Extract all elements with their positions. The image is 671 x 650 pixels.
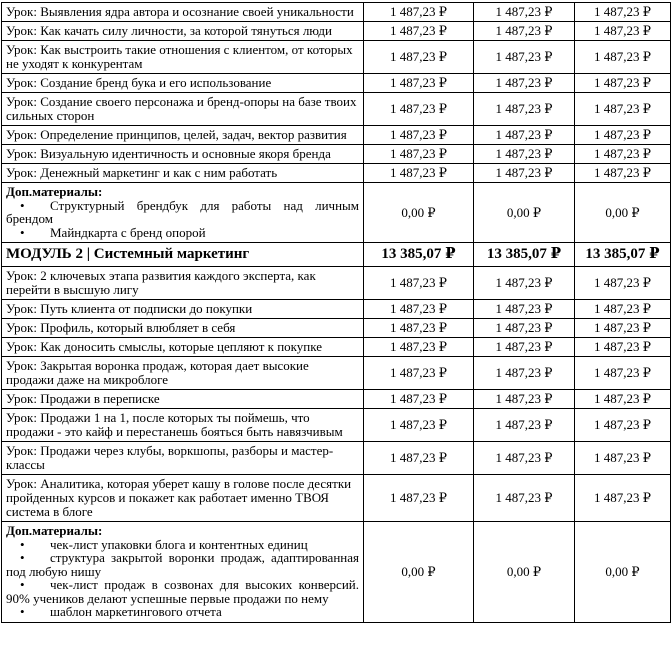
price-cell: 1 487,23 ₽: [364, 475, 474, 522]
price-cell: 1 487,23 ₽: [474, 390, 575, 409]
lesson-cell: [2, 93, 364, 126]
bullet-icon: •: [20, 224, 25, 240]
lesson-cell: [2, 357, 364, 390]
price-cell: 1 487,23 ₽: [364, 338, 474, 357]
lesson-cell: [2, 390, 364, 409]
table-row: [2, 442, 671, 475]
lesson-cell: [2, 74, 364, 93]
price-cell: 1 487,23 ₽: [575, 145, 671, 164]
price-cell: 1 487,23 ₽: [364, 126, 474, 145]
price-cell: 0,00 ₽: [575, 522, 671, 623]
price-cell: 1 487,23 ₽: [575, 338, 671, 357]
table-row: [2, 300, 671, 319]
lesson-label: Урок: Как выстроить такие отношения с клиентом, от которых не уходят к конкурентам: [6, 42, 353, 71]
table-row-materials: [2, 522, 671, 623]
price-cell: 1 487,23 ₽: [474, 126, 575, 145]
price-cell: 13 385,07 ₽: [474, 243, 575, 267]
materials-header: Доп.материалы:: [6, 523, 103, 538]
table-row: [2, 357, 671, 390]
price-cell: 1 487,23 ₽: [364, 319, 474, 338]
materials-item-text: чек-лист упаковки блога и контентных единиц: [50, 536, 308, 552]
materials-item-text: чек-лист продаж в созвонах для высоких конверсий. 90% учеников делают успешные первые продажи по нему: [6, 577, 359, 606]
price-cell: 1 487,23 ₽: [364, 74, 474, 93]
price-cell: 1 487,23 ₽: [575, 319, 671, 338]
table-row: [2, 41, 671, 74]
course-price-table: [1, 2, 671, 623]
table-row: [2, 409, 671, 442]
bullet-icon: •: [20, 550, 25, 565]
price-cell: 1 487,23 ₽: [474, 475, 575, 522]
price-cell: 1 487,23 ₽: [575, 442, 671, 475]
price-cell: 1 487,23 ₽: [364, 41, 474, 74]
price-cell: 1 487,23 ₽: [474, 3, 575, 22]
bullet-icon: •: [20, 577, 25, 592]
price-cell: 1 487,23 ₽: [575, 74, 671, 93]
lesson-label: Урок: Продажи в переписке: [6, 391, 160, 406]
price-cell: 1 487,23 ₽: [474, 41, 575, 74]
price-cell: 1 487,23 ₽: [575, 357, 671, 390]
price-cell: 1 487,23 ₽: [575, 41, 671, 74]
price-cell: 1 487,23 ₽: [364, 93, 474, 126]
price-cell: 0,00 ₽: [364, 183, 474, 243]
price-cell: 0,00 ₽: [474, 522, 575, 623]
price-cell: 1 487,23 ₽: [364, 300, 474, 319]
price-cell: 1 487,23 ₽: [575, 164, 671, 183]
lesson-label: Урок: Профиль, который влюбляет в себя: [6, 320, 236, 335]
lesson-cell: [2, 41, 364, 74]
lesson-cell: [2, 145, 364, 164]
bullet-icon: •: [20, 536, 25, 552]
lesson-cell: [2, 267, 364, 300]
price-cell: 1 487,23 ₽: [474, 338, 575, 357]
table-row: [2, 126, 671, 145]
price-cell: 1 487,23 ₽: [575, 300, 671, 319]
lesson-cell: [2, 475, 364, 522]
materials-item-text: Майндкарта с бренд опорой: [50, 224, 206, 240]
price-cell: 13 385,07 ₽: [364, 243, 474, 267]
list-item: [6, 538, 359, 552]
lesson-label: Урок: Создание своего персонажа и бренд-опоры на базе твоих сильных сторон: [6, 94, 357, 123]
lesson-cell: [2, 338, 364, 357]
lesson-label: Урок: Создание бренд бука и его использование: [6, 75, 272, 90]
table-row: [2, 22, 671, 41]
list-item: [6, 578, 359, 605]
table-row-module-header: [2, 243, 671, 267]
lesson-label: Урок: Аналитика, которая уберет кашу в голове после десятки пройденных курсов и покажет как работает именно ТВОЯ система в блоге: [6, 476, 352, 519]
price-cell: 1 487,23 ₽: [474, 267, 575, 300]
price-cell: 0,00 ₽: [474, 183, 575, 243]
list-item: [6, 551, 359, 578]
price-cell: 1 487,23 ₽: [474, 319, 575, 338]
price-cell: 1 487,23 ₽: [364, 409, 474, 442]
lesson-cell: [2, 409, 364, 442]
lesson-label: Урок: Как качать силу личности, за которой тянуться люди: [6, 23, 332, 38]
list-item: [6, 605, 359, 619]
module-title: МОДУЛЬ 2 | Системный маркетинг: [6, 246, 250, 262]
price-cell: 1 487,23 ₽: [575, 126, 671, 145]
table-row: [2, 145, 671, 164]
materials-item-text: Структурный брендбук для работы над личным брендом: [6, 197, 359, 226]
lesson-cell: [2, 22, 364, 41]
price-cell: 13 385,07 ₽: [575, 243, 671, 267]
table-row: [2, 164, 671, 183]
price-cell: 1 487,23 ₽: [474, 93, 575, 126]
price-cell: 1 487,23 ₽: [575, 22, 671, 41]
lesson-label: Урок: Закрытая воронка продаж, которая дает высокие продажи даже на микроблоге: [6, 358, 309, 387]
price-cell: 1 487,23 ₽: [575, 3, 671, 22]
table-row: [2, 74, 671, 93]
price-cell: 1 487,23 ₽: [364, 22, 474, 41]
materials-item-text: структура закрытой воронки продаж, адаптированная под любую нишу: [6, 550, 359, 579]
materials-cell: [2, 522, 364, 623]
list-item: [6, 226, 359, 240]
price-cell: 1 487,23 ₽: [474, 74, 575, 93]
table-row-materials: [2, 183, 671, 243]
table-row: [2, 475, 671, 522]
price-cell: 1 487,23 ₽: [364, 390, 474, 409]
lesson-cell: [2, 300, 364, 319]
table-row: [2, 267, 671, 300]
bullet-icon: •: [20, 197, 25, 213]
lesson-label: Урок: Продажи 1 на 1, после которых ты поймешь, что продажи - это кайф и перестанешь бояться быть навязчивым: [6, 410, 343, 439]
price-cell: 1 487,23 ₽: [474, 409, 575, 442]
lesson-label: Урок: Визуальную идентичность и основные якоря бренда: [6, 146, 331, 161]
list-item: [6, 199, 359, 226]
price-cell: 1 487,23 ₽: [575, 409, 671, 442]
lesson-cell: [2, 442, 364, 475]
lesson-label: Урок: Выявления ядра автора и осознание своей уникальности: [6, 4, 354, 19]
table-row: [2, 3, 671, 22]
price-cell: 1 487,23 ₽: [474, 300, 575, 319]
price-cell: 1 487,23 ₽: [575, 267, 671, 300]
lesson-cell: [2, 126, 364, 145]
lesson-cell: [2, 319, 364, 338]
price-cell: 0,00 ₽: [364, 522, 474, 623]
price-cell: 0,00 ₽: [575, 183, 671, 243]
price-cell: 1 487,23 ₽: [575, 475, 671, 522]
price-cell: 1 487,23 ₽: [364, 145, 474, 164]
price-cell: 1 487,23 ₽: [364, 164, 474, 183]
lesson-label: Урок: Определение принципов, целей, задач, вектор развития: [6, 127, 347, 142]
price-cell: 1 487,23 ₽: [575, 390, 671, 409]
table-row: [2, 390, 671, 409]
materials-item-text: шаблон маркетингового отчета: [50, 604, 222, 619]
table-row: [2, 319, 671, 338]
price-cell: 1 487,23 ₽: [364, 357, 474, 390]
lesson-label: Урок: Путь клиента от подписки до покупки: [6, 301, 253, 316]
price-cell: 1 487,23 ₽: [474, 357, 575, 390]
table-row: [2, 338, 671, 357]
bullet-icon: •: [20, 604, 25, 619]
lesson-cell: [2, 164, 364, 183]
price-cell: 1 487,23 ₽: [364, 442, 474, 475]
materials-cell: [2, 183, 364, 243]
price-cell: 1 487,23 ₽: [474, 442, 575, 475]
lesson-label: Урок: Как доносить смыслы, которые цепляют к покупке: [6, 339, 323, 354]
lesson-label: Урок: 2 ключевых этапа развития каждого эксперта, как перейти в высшую лигу: [6, 268, 316, 297]
lesson-label: Урок: Продажи через клубы, воркшопы, разборы и мастер-классы: [6, 443, 334, 472]
lesson-cell: [2, 3, 364, 22]
price-cell: 1 487,23 ₽: [474, 145, 575, 164]
module-title-cell: [2, 243, 364, 267]
price-cell: 1 487,23 ₽: [575, 93, 671, 126]
materials-header: Доп.материалы:: [6, 184, 103, 199]
price-cell: 1 487,23 ₽: [474, 22, 575, 41]
table-row: [2, 93, 671, 126]
price-cell: 1 487,23 ₽: [364, 3, 474, 22]
price-cell: 1 487,23 ₽: [364, 267, 474, 300]
price-cell: 1 487,23 ₽: [474, 164, 575, 183]
lesson-label: Урок: Денежный маркетинг и как с ним работать: [6, 165, 278, 180]
